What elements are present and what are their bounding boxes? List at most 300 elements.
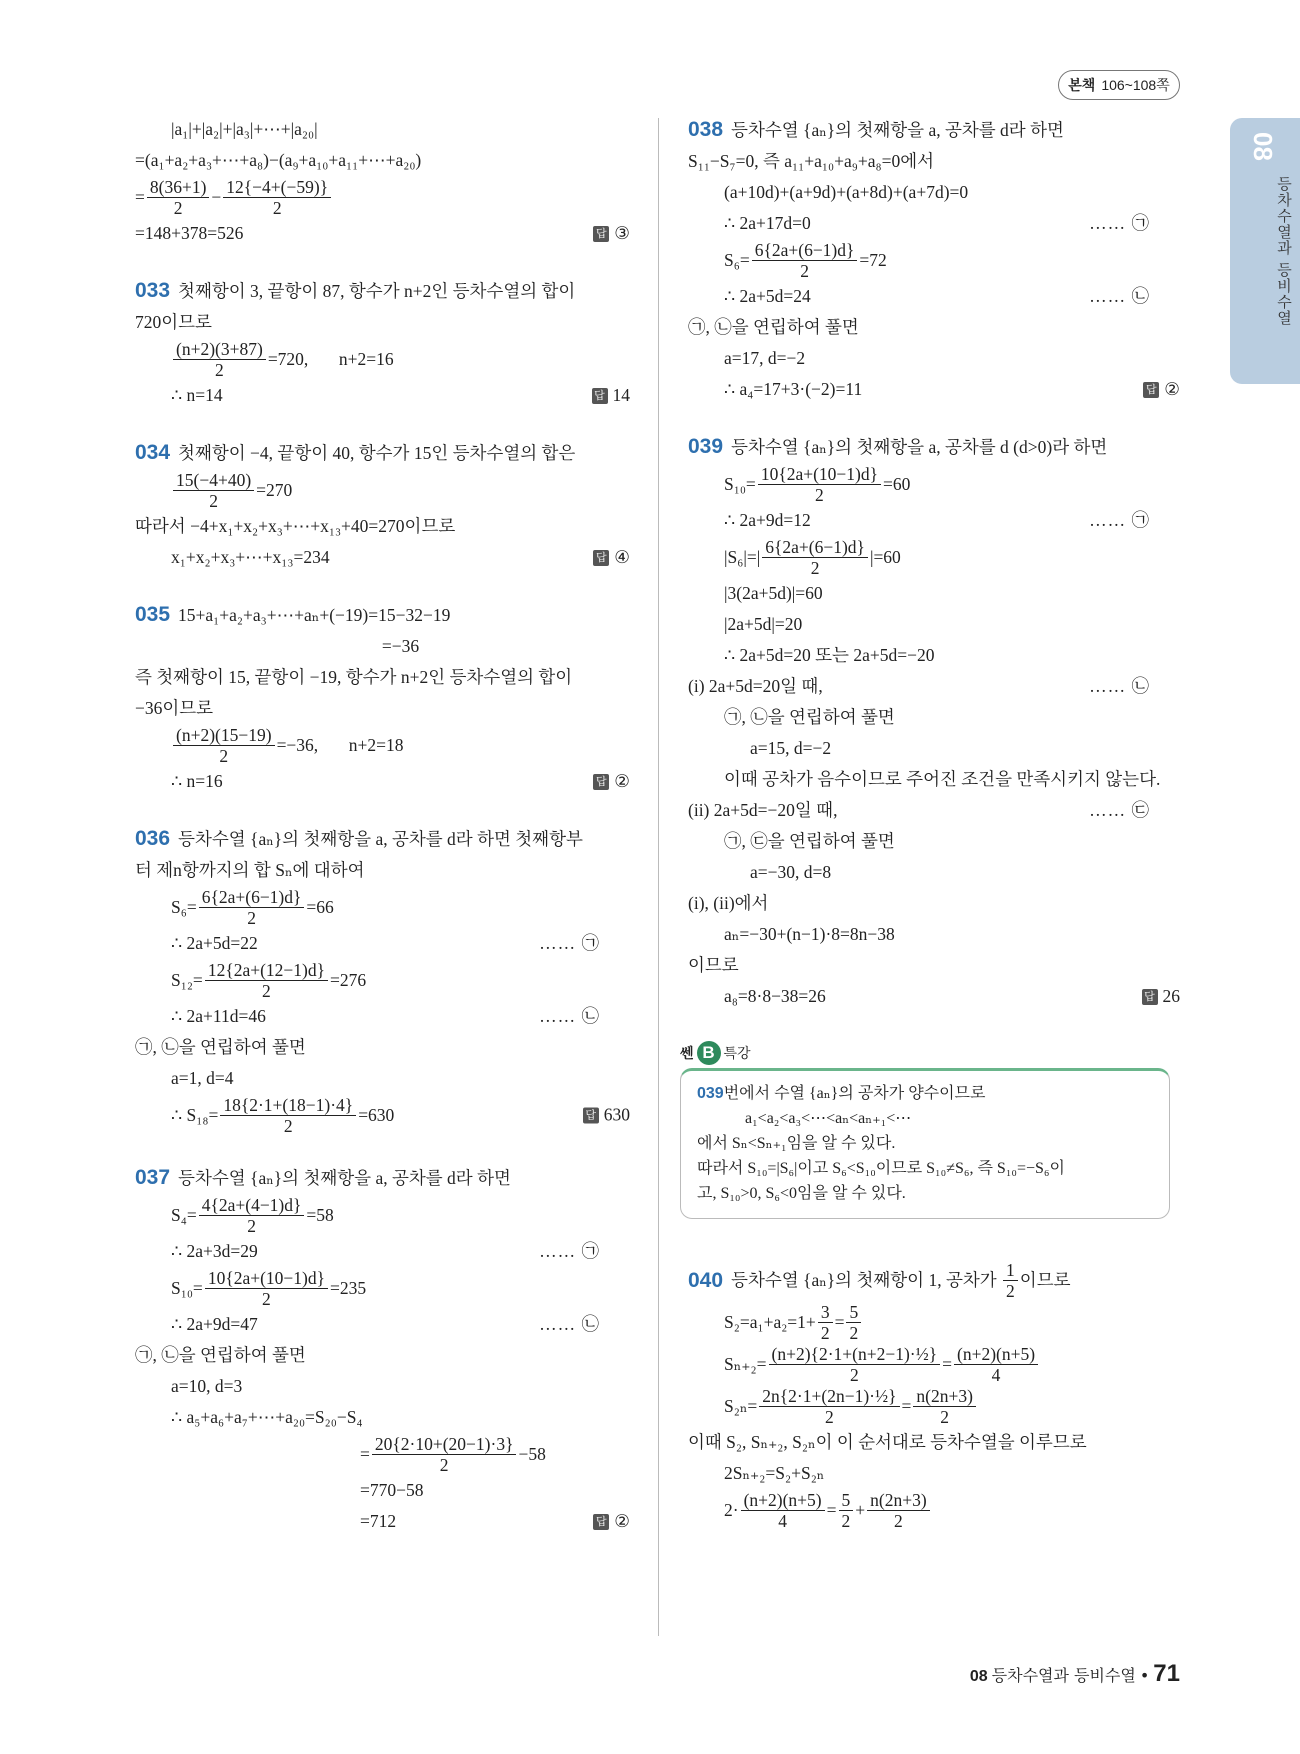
solution-line [688,374,1180,405]
fraction-numerator: 6{2a+(6−1)d} [199,887,305,908]
solution-line [135,855,630,886]
fraction-denominator: 2 [219,745,229,766]
problem-number: 039 [688,435,724,458]
problem-number: 038 [688,118,724,141]
math-text: 등차수열 {aₙ}의 첫째항을 a, 공차를 d라 하면 첫째항부 [178,829,583,849]
math-text: ∴ 2a+9d=12 [724,510,811,530]
answer-icon: 답 [593,774,609,790]
logo-letter: B [697,1041,721,1065]
solution-line [135,145,630,176]
equation-label [1089,671,1150,702]
solution-line [135,1194,630,1236]
math-text: ∴ 2a+11d=46 [171,1006,266,1026]
solution-line [135,662,630,693]
dots: …… [539,1314,582,1334]
math-text: =72 [859,249,887,270]
fraction [173,725,275,766]
math-text: 터 제n항까지의 합 Sₙ에 대하여 [135,860,365,880]
fraction [147,177,210,218]
math-text: S₁₁−S₇=0, 즉 a₁₁+a₁₀+a₉+a₈=0에서 [688,151,935,171]
math-text: S₁₀= [724,473,756,494]
answer-icon: 답 [593,550,609,566]
math-text: ㉠, ㉡을 연립하여 풀면 [135,1037,306,1057]
fraction [1003,1260,1018,1301]
math-text: 720이므로 [135,312,212,332]
math-text: 등차수열 {aₙ}의 첫째항을 a, 공차를 d라 하면 [731,120,1064,140]
fraction [199,887,305,928]
math-text: Sₙ₊₂= [724,1353,767,1374]
tip-line: 고, S₁₀>0, S₆<0임을 알 수 있다. [697,1185,906,1202]
tip-line: a₁<a₂<a₃<⋯<aₙ<aₙ₊₁<⋯ [745,1110,912,1127]
math-text: ㉠, ㉡을 연립하여 풀면 [135,1345,306,1365]
fraction-numerator: (n+2)(n+5) [741,1490,825,1511]
solution-line [135,1063,630,1094]
fraction-numerator: 5 [846,1302,861,1323]
math-text: = [901,1395,912,1416]
math-text: =770−58 [360,1480,424,1500]
problem-block [688,114,1180,405]
answer-icon: 답 [593,226,609,242]
math-text: ∴ n=16 [171,771,223,791]
math-text: a₈=8·8−38=26 [724,986,826,1006]
math-text: 따라서 −4+x₁+x₂+x₃+⋯+x₁₃+40=270이므로 [135,516,456,536]
solution-line [135,1032,630,1063]
solution-line [135,1236,630,1267]
solution-line [135,1340,630,1371]
solution-line [135,1001,630,1032]
solution-line [688,312,1180,343]
problem-number: 035 [135,603,171,626]
math-text: =(a₁+a₂+a₃+⋯+a₈)−(a₉+a₁₀+a₁₁+⋯+a₂₀) [135,150,422,170]
fraction-denominator: 2 [439,1454,449,1475]
tip-ref: 039 [697,1085,724,1102]
math-text: (ii) 2a+5d=−20일 때, [688,800,838,820]
math-text: 즉 첫째항이 15, 끝항이 −19, 항수가 n+2인 등차수열의 합이 [135,667,573,687]
solution-line [688,733,1180,764]
fraction-denominator: 2 [849,1364,859,1385]
fraction-denominator: 2 [209,490,218,511]
dots: …… [1089,213,1132,233]
answer-value: 630 [603,1104,630,1125]
math-text: (a+10d)+(a+9d)+(a+8d)+(a+7d)=0 [724,182,969,202]
fraction-numerator: 12{−4+(−59)} [223,177,331,198]
equation-mark: ㉡ [581,1006,600,1026]
answer-value: ③ [614,223,630,243]
math-text: ∴ 2a+5d=22 [171,933,258,953]
solution-line [688,431,1180,463]
footer-chapter-title: 등차수열과 등비수열 [991,1666,1136,1685]
math-text: = [360,1443,370,1464]
fraction-numerator: (n+2)(3+87) [173,339,266,360]
solution-line [135,1402,630,1433]
fraction-denominator: 2 [173,197,183,218]
fraction-numerator: 15(−4+40) [173,470,254,491]
logo-suffix: 특강 [723,1046,751,1062]
math-text: ∴ 2a+5d=24 [724,286,811,306]
fraction-denominator: 2 [815,484,824,505]
fraction [205,960,328,1001]
fraction [818,1302,833,1343]
math-text: S₂ₙ= [724,1395,758,1416]
solution-line [135,1267,630,1309]
right-column [680,114,1180,1557]
math-text: =60 [883,473,911,494]
fraction [867,1490,930,1531]
solution-line [135,218,630,249]
fraction-numerator: (n+2){2·1+(n+2−1)·½} [769,1344,941,1365]
solution-line [135,307,630,338]
fraction-denominator: 2 [247,1215,256,1236]
fraction-denominator: 4 [778,1510,787,1531]
math-text: =58 [306,1204,334,1225]
math-text: ㉠, ㉢을 연립하여 풀면 [724,831,895,851]
problem-number: 036 [135,827,171,850]
solution-line [135,886,630,928]
column-divider [658,118,659,1636]
page-footer [970,1660,1180,1688]
solution-line [135,275,630,307]
solution-line [135,338,630,380]
solution-line [688,463,1180,505]
fraction [220,1095,356,1136]
solution-line [135,511,630,542]
textbook-page-badge [1058,70,1180,100]
fraction-denominator: 2 [1006,1280,1015,1301]
fraction [954,1344,1038,1385]
solution-line [688,1343,1180,1385]
fraction-denominator: 2 [820,1322,830,1343]
solution-line [688,795,1180,826]
answer [583,1100,630,1131]
problem-number: 033 [135,279,171,302]
fraction [769,1344,941,1385]
solution-line [135,1506,630,1537]
solution-line [688,1259,1180,1301]
answer-value: ② [614,1511,630,1531]
solution-line [688,177,1180,208]
solution-line [688,343,1180,374]
math-text: =148+378=526 [135,223,244,243]
fraction [752,240,858,281]
math-text: 15+a₁+a₂+a₃+⋯+aₙ+(−19)=15−32−19 [178,605,451,625]
solution-line [688,1489,1180,1531]
math-text: S₁₂= [171,969,203,990]
answer [593,766,630,797]
fraction-numerator: 4{2a+(4−1)d} [199,1195,305,1216]
fraction-numerator: 18{2·1+(18−1)·4} [220,1095,356,1116]
fraction-denominator: 2 [262,980,271,1001]
math-text: =712 [360,1511,397,1531]
math-text: 2Sₙ₊₂=S₂+S₂ₙ [724,1463,825,1483]
fraction [199,1195,305,1236]
math-text: =−36 [360,636,420,656]
fraction [223,177,331,218]
answer [1143,374,1180,405]
fraction-numerator: 10{2a+(10−1)d} [205,1268,328,1289]
math-text: = [135,186,145,207]
fraction-denominator: 2 [283,1115,293,1136]
problem-block [135,275,630,411]
solution-line [135,599,630,631]
tip-box [680,1038,1170,1219]
math-text: 이때 공차가 음수이므로 주어진 조건을 만족시키지 않는다. [724,769,1161,789]
solution-line [135,1433,630,1475]
fraction-numerator: 6{2a+(6−1)d} [752,240,858,261]
solution-line [135,959,630,1001]
equation-label [1089,281,1150,312]
problem-block [135,114,630,249]
solution-line [688,950,1180,981]
solution-line [688,578,1180,609]
math-text: |2a+5d|=20 [724,614,803,634]
math-text: S₂=a₁+a₂=1+ [724,1311,816,1332]
solution-line [135,823,630,855]
fraction [173,470,254,511]
math-text: |a₁|+|a₂|+|a₃|+⋯+|a₂₀| [171,119,318,139]
answer [592,380,631,411]
fraction [913,1386,976,1427]
footer-chapter-num: 08 [969,1668,988,1685]
math-text: −58 [518,1443,546,1464]
fraction-numerator: n(2n+3) [913,1386,976,1407]
solution-line [688,114,1180,146]
equation-label [1089,795,1150,826]
tip-logo [680,1038,1170,1068]
fraction-numerator: n(2n+3) [867,1490,930,1511]
badge-pages: 106~108쪽 [1101,77,1170,93]
math-text: =276 [330,969,367,990]
fraction-denominator: 4 [991,1364,1001,1385]
fraction [759,1386,899,1427]
math-text: |S₆|=| [724,546,761,567]
answer [593,1506,630,1537]
equation-mark: ㉠ [581,1241,600,1261]
math-text: ∴ a₄=17+3·(−2)=11 [724,379,863,399]
solution-line [688,281,1180,312]
math-text: − [211,186,222,207]
math-text: ㉠, ㉡을 연립하여 풀면 [688,317,859,337]
answer-value: 14 [612,385,630,405]
math-text: 첫째항이 3, 끝항이 87, 항수가 n+2인 등차수열의 합이 [178,281,576,301]
equation-label [539,1001,600,1032]
fraction-numerator: (n+2)(15−19) [173,725,275,746]
fraction-numerator: 5 [839,1490,854,1511]
solution-line [688,640,1180,671]
math-text: ∴ 2a+17d=0 [724,213,811,233]
solution-line [135,176,630,218]
solution-line [135,724,630,766]
equation-mark: ㉡ [1131,676,1150,696]
fraction-numerator: 1 [1003,1260,1018,1281]
math-text: ∴ n=14 [171,385,223,405]
problem-block [135,823,630,1136]
math-text: 이므로 [688,955,739,975]
math-text: = [834,1311,845,1332]
problem-number: 034 [135,441,171,464]
chapter-title: 등차수열과 등비수열 [1275,176,1293,326]
problem-block [135,437,630,573]
math-text: 이때 S₂, Sₙ₊₂, S₂ₙ이 이 순서대로 등차수열을 이루므로 [688,1432,1087,1452]
fraction-numerator: 2n{2·1+(2n−1)·½} [759,1386,899,1407]
equation-label [1089,505,1150,536]
answer [1142,981,1181,1012]
math-text: |3(2a+5d)|=60 [724,583,823,603]
equation-mark: ㉠ [581,933,600,953]
fraction-denominator: 2 [825,1406,834,1427]
fraction [758,464,881,505]
answer-value: ④ [614,547,630,567]
tip-line: 에서 Sₙ<Sₙ₊₁임을 알 수 있다. [697,1135,896,1152]
solution-line [135,469,630,511]
solution-line [135,631,630,662]
solution-line [135,380,630,411]
solution-line [688,208,1180,239]
dots: …… [539,1006,582,1026]
solution-line [688,671,1180,702]
solution-line [688,1301,1180,1343]
fraction [762,537,868,578]
answer-value: ② [1164,379,1180,399]
solution-line [135,1371,630,1402]
fraction-denominator: 2 [849,1322,859,1343]
math-text: ∴ 2a+9d=47 [171,1314,258,1334]
solution-line [688,764,1180,795]
equation-mark: ㉠ [1131,510,1150,530]
fraction-denominator: 2 [800,260,809,281]
dots: …… [539,933,582,953]
solution-line [135,693,630,724]
solution-line [688,146,1180,177]
chapter-side-tab [1230,118,1300,384]
solution-line [688,826,1180,857]
solution-line [688,536,1180,578]
solution-line [688,239,1180,281]
math-text: x₁+x₂+x₃+⋯+x₁₃=234 [171,547,330,567]
solution-line [688,1427,1180,1458]
equation-mark: ㉡ [1131,286,1150,306]
equation-mark: ㉠ [1131,213,1150,233]
answer-icon: 답 [1142,989,1158,1005]
solution-line [688,1385,1180,1427]
equation-mark: ㉢ [1131,800,1150,820]
fraction-numerator: 10{2a+(10−1)d} [758,464,881,485]
solution-line [135,928,630,959]
fraction-denominator: 2 [262,1288,271,1309]
fraction-denominator: 2 [272,197,282,218]
math-text: aₙ=−30+(n−1)·8=8n−38 [724,924,895,944]
fraction-numerator: 6{2a+(6−1)d} [762,537,868,558]
fraction-denominator: 2 [841,1510,851,1531]
math-text: =270 [256,479,293,500]
problem-block [135,599,630,797]
left-column [135,114,630,1563]
equation-label [1089,208,1150,239]
math-text: S₆= [171,896,197,917]
solution-line [688,857,1180,888]
fraction-numerator: 3 [818,1302,833,1323]
tip-content [680,1068,1170,1219]
answer-value: 26 [1162,986,1180,1006]
fraction-numerator: 8(36+1) [147,177,210,198]
math-text: S₁₀= [171,1277,203,1298]
fraction [839,1490,854,1531]
equation-label [539,928,600,959]
equation-mark: ㉡ [581,1314,600,1334]
math-text: (i), (ii)에서 [688,893,769,913]
math-text: (i) 2a+5d=20일 때, [688,676,823,696]
math-text: 2· [724,1499,739,1520]
problem-block [688,431,1180,1012]
footer-bullet: • [1139,1666,1150,1685]
math-text: S₆= [724,249,750,270]
page-number: 71 [1153,1660,1180,1687]
math-text: ∴ S₁₈= [171,1104,219,1125]
math-text: =235 [330,1277,367,1298]
math-text: 첫째항이 −4, 끝항이 40, 항수가 15인 등차수열의 합은 [178,443,576,463]
logo-prefix: 쎈 [680,1046,694,1062]
fraction-numerator: (n+2)(n+5) [954,1344,1038,1365]
solution-line [688,505,1180,536]
math-text: =−36, n+2=18 [276,734,404,755]
solution-line [135,437,630,469]
math-text: 등차수열 {aₙ}의 첫째항을 a, 공차를 d (d>0)라 하면 [731,437,1108,457]
math-text: |=60 [869,546,901,567]
dots: …… [1089,510,1132,530]
math-text: a=15, d=−2 [750,738,832,758]
math-text: ∴ 2a+3d=29 [171,1241,258,1261]
math-text: =66 [306,896,334,917]
answer-icon: 답 [593,1514,609,1530]
fraction [372,1434,517,1475]
solution-line [135,1309,630,1340]
math-text: ∴ a₅+a₆+a₇+⋯+a₂₀=S₂₀−S₄ [171,1407,363,1427]
math-text: S₄= [171,1204,197,1225]
problem-block [135,1162,630,1537]
tip-line [697,1081,1155,1106]
math-text: =630 [358,1104,395,1125]
fraction [205,1268,328,1309]
solution-line [688,888,1180,919]
equation-label [539,1236,600,1267]
solution-line [688,1458,1180,1489]
solution-line [135,114,630,145]
answer-icon: 답 [592,388,608,404]
solution-line [135,542,630,573]
fraction-numerator: 12{2a+(12−1)d} [205,960,328,981]
fraction-denominator: 2 [940,1406,950,1427]
problem-number: 040 [688,1268,724,1292]
dots: …… [539,1241,582,1261]
tip-line: 따라서 S₁₀=|S₆|이고 S₆<S₁₀이므로 S₁₀≠S₆, 즉 S₁₀=−S₆이 [697,1160,1065,1177]
dots: …… [1089,676,1132,696]
math-text: a=−30, d=8 [750,862,832,882]
equation-label [539,1309,600,1340]
math-text: ㉠, ㉡을 연립하여 풀면 [724,707,895,727]
fraction [173,339,266,380]
solution-line [135,1475,630,1506]
fraction-denominator: 2 [810,557,820,578]
chapter-number: 08 [1248,132,1278,161]
fraction-numerator: 20{2·10+(20−1)·3} [372,1434,517,1455]
math-text: a=10, d=3 [171,1376,243,1396]
tip-text: 번에서 수열 {aₙ}의 공차가 양수이므로 [723,1085,986,1102]
math-text: ∴ 2a+5d=20 또는 2a+5d=−20 [724,645,935,665]
solution-line [688,609,1180,640]
answer [593,542,630,573]
solution-line [688,919,1180,950]
solution-line [688,702,1180,733]
answer [593,218,630,249]
